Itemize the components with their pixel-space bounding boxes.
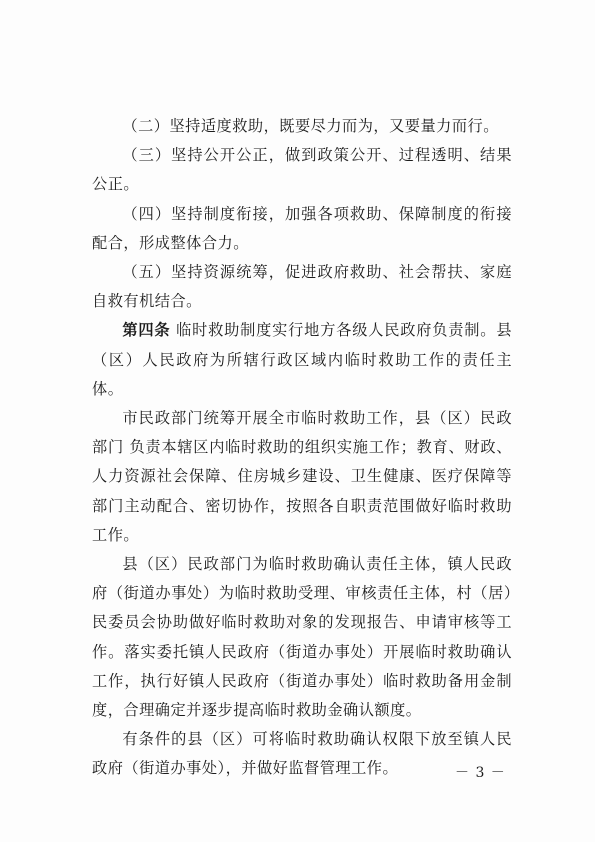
document-body [92, 112, 512, 784]
article-heading: 第四条 [122, 321, 171, 340]
page-number: － 3 － [455, 765, 506, 781]
paragraph-text: （二）坚持适度救助，既要尽力而为，又要量力而行。 [122, 117, 499, 135]
paragraph-text: （三）坚持公开公正，做到政策公开、过程透明、结果公正。 [92, 146, 512, 194]
paragraph-county-civil-affairs [92, 550, 512, 725]
paragraph-principle-3 [92, 141, 512, 199]
paragraph-principle-4 [92, 200, 512, 258]
paragraph-article-4 [92, 316, 512, 404]
paragraph-text: 临时救助制度实行地方各级人民政府负责制。县（区）人民政府为所辖行政区域内临时救助工作的责任主体。 [92, 321, 513, 398]
paragraph-delegation [92, 725, 512, 783]
paragraph-text: 有条件的县（区）可将临时救助确认权限下放至镇人民政府（街道办事处），并做好监督管理工作。 [92, 730, 512, 778]
paragraph-city-civil-affairs [92, 404, 512, 550]
paragraph-text: （五）坚持资源统筹，促进政府救助、社会帮扶、家庭自救有机结合。 [92, 263, 512, 311]
paragraph-principle-2 [92, 112, 512, 141]
paragraph-principle-5 [92, 258, 512, 316]
paragraph-text: 县（区）民政部门为临时救助确认责任主体，镇人民政府（街道办事处）为临时救助受理、审核责任主体，村（居）民委员会协助做好临时救助对象的发现报告、申请审核等工作。落实委托镇人民政府（街道办事处）开展临时救助确认工作，执行好镇人民政府（街道办事处）临时救助备用金制度，合理确定并逐步提高临时救助金确认额度。 [92, 555, 512, 720]
paragraph-text: （四）坚持制度衔接，加强各项救助、保障制度的衔接配合，形成整体合力。 [92, 204, 512, 252]
paragraph-text: 市民政部门统筹开展全市临时救助工作，县（区）民政部门 负责本辖区内临时救助的组织实施工作；教育、财政、人力资源社会保障、住房城乡建设、卫生健康、医疗保障等部门主动配合、密切协作，按照各自职责范围做好临时救助工作。 [92, 409, 512, 544]
